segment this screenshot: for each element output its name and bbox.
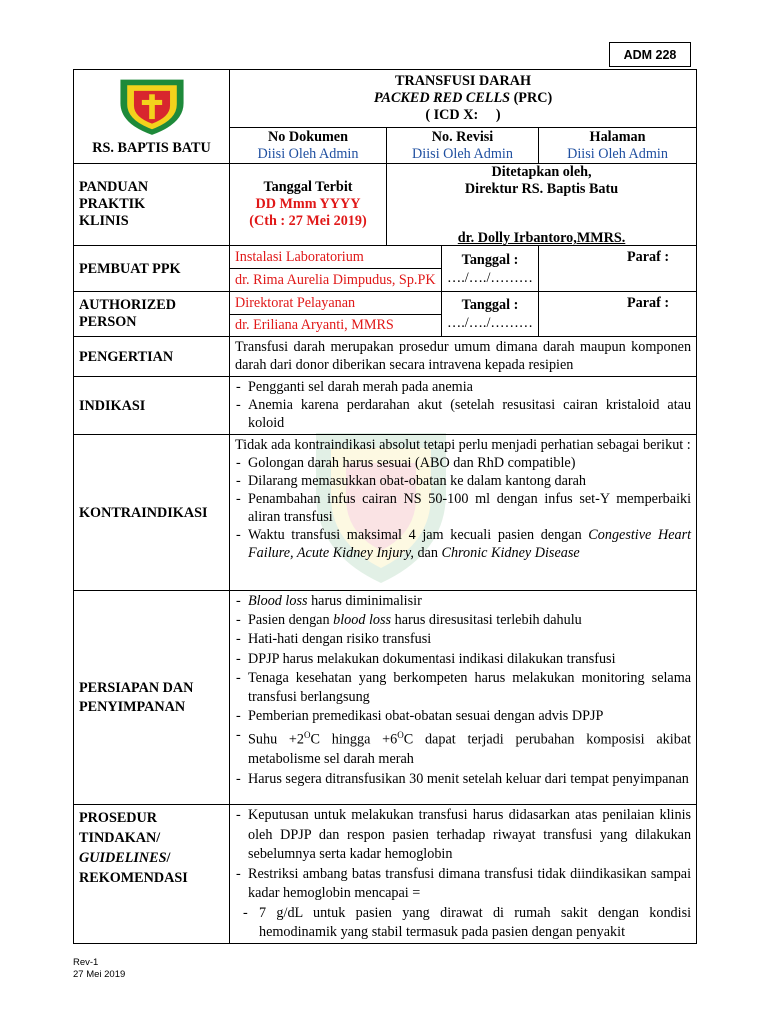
authorized-paraf: Paraf :: [539, 292, 697, 337]
halaman-cell: [539, 128, 697, 164]
persiapan-label: PERSIAPAN DAN PENYIMPANAN: [74, 591, 230, 805]
authorized-tanggal-cell: [442, 292, 539, 337]
no-dokumen-value: Diisi Oleh Admin: [257, 145, 359, 162]
pembuat-info-cell: [230, 246, 442, 292]
kontraindikasi-content: [230, 435, 697, 591]
pengertian-label: PENGERTIAN: [74, 337, 230, 377]
pembuat-paraf: Paraf :: [539, 246, 697, 292]
authorized-name: dr. Eriliana Aryanti, MMRS: [235, 317, 394, 334]
pembuat-name: dr. Rima Aurelia Dimpudus, Sp.PK: [235, 271, 436, 288]
authorized-label: AUTHORIZED PERSON: [74, 292, 230, 337]
pengertian-text: Transfusi darah merupakan prosedur umum dimana darah maupun komponen darah dari donor diberikan secara intravena kepada resipien: [230, 337, 697, 377]
persiapan-item: - Suhu $+2^OC$ hingga $+6^OC$ dapat terjadi perubahan komposisi akibat metabolisme sel darah merah: [235, 726, 691, 769]
tanggal-terbit-label: Tanggal Terbit: [263, 179, 353, 195]
document-code-badge: ADM 228: [609, 42, 691, 67]
tanggal-terbit-cell: [230, 164, 387, 246]
kontraindikasi-label: KONTRAINDIKASI: [74, 435, 230, 591]
pembuat-tanggal-cell: [442, 246, 539, 292]
persiapan-item: - Tenaga kesehatan yang berkompeten harus melakukan monitoring selama transfusi berlangsung: [235, 669, 691, 707]
tanggal-terbit-example: (Cth : 27 Mei 2019): [249, 213, 367, 229]
kontraindikasi-item: - Golongan darah harus sesuai (ABO dan RhD compatible): [235, 454, 691, 472]
signatory-name: dr. Dolly Irbantoro,MMRS.: [457, 230, 626, 246]
pembuat-tanggal-value: …./…./………: [447, 269, 533, 286]
pembuat-label: PEMBUAT PPK: [74, 246, 230, 292]
no-dokumen-cell: [230, 128, 387, 164]
hospital-logo: [118, 74, 186, 136]
pembuat-tanggal-label: Tanggal :: [461, 251, 519, 268]
persiapan-item: - Harus segera ditransfusikan 30 menit setelah keluar dari tempat penyimpanan: [235, 770, 691, 789]
hospital-cell: [74, 70, 230, 164]
panduan-label: PANDUAN PRAKTIK KLINIS: [74, 164, 230, 246]
prosedur-item: - Restriksi ambang batas transfusi dimana transfusi tidak diindikasikan sampai kadar hemoglobin mencapai =: [235, 865, 691, 904]
no-revisi-label: No. Revisi: [431, 128, 494, 145]
persiapan-item: - Hati-hati dengan risiko transfusi: [235, 630, 691, 649]
no-revisi-value: Diisi Oleh Admin: [412, 145, 513, 162]
persiapan-item: - Blood loss harus diminimalisir: [235, 592, 691, 611]
prosedur-label: [74, 805, 230, 944]
kontraindikasi-item: - Dilarang memasukkan obat-obatan ke dalam kantong darah: [235, 472, 691, 490]
kontraindikasi-item: - Waktu transfusi maksimal 4 jam kecuali pasien dengan Congestive Heart Failure, Acute Kidney Injury, dan Chronic Kidney Disease: [235, 526, 691, 562]
persiapan-item: - Pemberian premedikasi obat-obatan sesuai dengan advis DPJP: [235, 707, 691, 726]
authorized-tanggal-value: …./…./………: [447, 315, 533, 331]
no-revisi-cell: [387, 128, 539, 164]
persiapan-content: [230, 591, 697, 805]
prosedur-label-line: GUIDELINES/: [79, 850, 171, 866]
kontraindikasi-intro: Tidak ada kontraindikasi absolut tetapi perlu menjadi perhatian sebagai berikut :: [235, 437, 691, 453]
authorized-tanggal-label: Tanggal :: [461, 297, 519, 313]
doc-title: TRANSFUSI DARAH: [395, 73, 532, 89]
prosedur-label-line: REKOMENDASI: [79, 870, 188, 886]
prosedur-item: - Keputusan untuk melakukan transfusi harus didasarkan atas penilaian klinis oleh DPJP dan respon pasien terhadap riwayat transfusi yang dilakukan sebelumnya serta kadar hemoglobin: [235, 806, 691, 865]
hospital-name: RS. BAPTIS BATU: [92, 140, 211, 156]
direktur-label: Direktur RS. Baptis Batu: [464, 181, 619, 197]
ditetapkan-cell: [387, 164, 697, 246]
prosedur-label-line: PROSEDUR TINDAKAN/: [79, 810, 161, 846]
authorized-info-cell: [230, 292, 442, 337]
revision-footer: [73, 957, 125, 981]
halaman-value: Diisi Oleh Admin: [567, 145, 668, 162]
revision-date: 27 Mei 2019: [73, 969, 126, 980]
authorized-unit: Direktorat Pelayanan: [230, 292, 441, 314]
icd-code: ( ICD X: ): [425, 107, 501, 123]
kontraindikasi-item: - Penambahan infus cairan NS 50-100 ml dengan infus set-Y memperbaiki aliran transfusi: [235, 490, 691, 526]
indikasi-content: [230, 377, 697, 435]
prosedur-sub-item: - 7 g/dL untuk pasien yang dirawat di rumah sakit dengan kondisi hemodinamik yang stabil termasuk pada pasien dengan penyakit: [235, 904, 691, 943]
title-cell: [230, 70, 697, 128]
ppk-table: [73, 69, 697, 944]
no-dokumen-label: No Dokumen: [267, 128, 348, 145]
indikasi-item: - Pengganti sel darah merah pada anemia: [235, 378, 691, 396]
pembuat-unit: Instalasi Laboratorium: [230, 247, 441, 269]
persiapan-item: - Pasien dengan blood loss harus diresusitasi terlebih dahulu: [235, 611, 691, 630]
persiapan-item: - DPJP harus melakukan dokumentasi indikasi dilakukan transfusi: [235, 650, 691, 669]
tanggal-terbit-value: DD Mmm YYYY: [255, 196, 361, 212]
indikasi-item: - Anemia karena perdarahan akut (setelah resusitasi cairan kristaloid atau koloid: [235, 396, 691, 432]
halaman-label: Halaman: [589, 128, 646, 145]
revision-label: Rev-1: [73, 957, 99, 968]
prosedur-content: [230, 805, 697, 944]
indikasi-label: INDIKASI: [74, 377, 230, 435]
ditetapkan-label: Ditetapkan oleh,: [491, 164, 592, 180]
doc-subtitle: PACKED RED CELLS (PRC): [373, 90, 553, 106]
